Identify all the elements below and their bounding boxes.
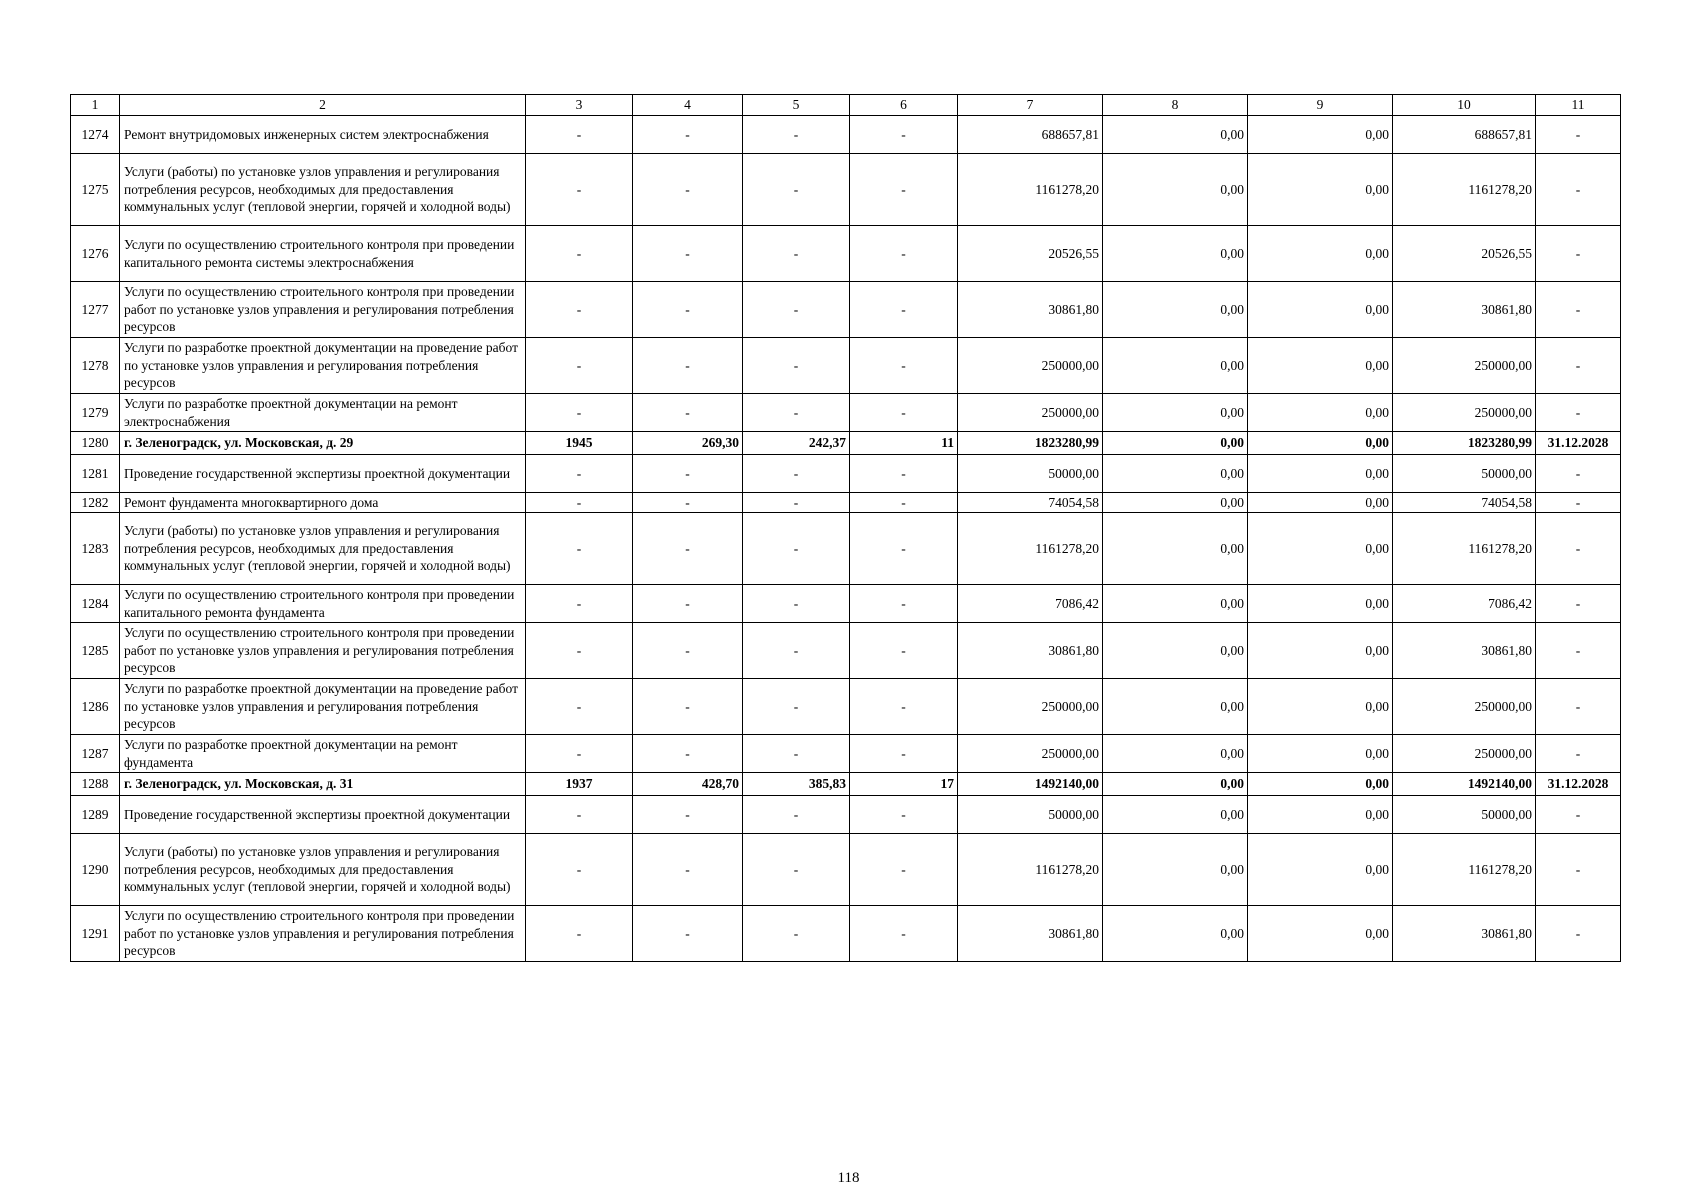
col-6-value: -	[850, 338, 958, 394]
col-3-value: -	[526, 585, 633, 623]
col-10-value: 250000,00	[1393, 735, 1536, 773]
work-item-row	[71, 623, 1621, 679]
work-name: Услуги (работы) по установке узлов управления и регулирования потребления ресурсов, необходимых для предоставления коммунальных услуг (тепловой энергии, горячей и холодной воды)	[120, 154, 526, 226]
work-name: Услуги (работы) по установке узлов управления и регулирования потребления ресурсов, необходимых для предоставления коммунальных услуг (тепловой энергии, горячей и холодной воды)	[120, 513, 526, 585]
row-number: 1290	[71, 834, 120, 906]
col-8-value: 0,00	[1103, 432, 1248, 455]
col-9-value: 0,00	[1248, 773, 1393, 796]
col-4-value: -	[633, 116, 743, 154]
col-10-value: 1823280,99	[1393, 432, 1536, 455]
col-10-value: 1161278,20	[1393, 513, 1536, 585]
work-item-row	[71, 679, 1621, 735]
col-10-value: 250000,00	[1393, 394, 1536, 432]
col-8-value: 0,00	[1103, 906, 1248, 962]
capital-repair-table	[70, 94, 1621, 962]
col-6-value: -	[850, 116, 958, 154]
col-5-value: -	[743, 623, 850, 679]
row-number: 1282	[71, 493, 120, 513]
col-4-value: -	[633, 493, 743, 513]
col-3-value: -	[526, 394, 633, 432]
col-5-value: -	[743, 735, 850, 773]
row-number: 1284	[71, 585, 120, 623]
col-7-value: 20526,55	[958, 226, 1103, 282]
col-10-value: 74054,58	[1393, 493, 1536, 513]
col-10-value: 30861,80	[1393, 282, 1536, 338]
col-8-value: 0,00	[1103, 773, 1248, 796]
col-9-value: 0,00	[1248, 679, 1393, 735]
col-7-value: 1492140,00	[958, 773, 1103, 796]
col-11-value: -	[1536, 338, 1621, 394]
col-5-value: -	[743, 834, 850, 906]
col-6-value: -	[850, 906, 958, 962]
col-11-value: -	[1536, 679, 1621, 735]
work-item-row	[71, 455, 1621, 493]
col-3-value: -	[526, 906, 633, 962]
col-3-value: 1937	[526, 773, 633, 796]
col-9-value: 0,00	[1248, 338, 1393, 394]
work-name: Ремонт внутридомовых инженерных систем электроснабжения	[120, 116, 526, 154]
col-11-value: -	[1536, 154, 1621, 226]
col-8-value: 0,00	[1103, 679, 1248, 735]
col-3-value: -	[526, 116, 633, 154]
work-item-row	[71, 513, 1621, 585]
col-8-value: 0,00	[1103, 493, 1248, 513]
col-11-value: -	[1536, 834, 1621, 906]
col-4-value: -	[633, 394, 743, 432]
row-number: 1287	[71, 735, 120, 773]
col-9-value: 0,00	[1248, 796, 1393, 834]
col-8-value: 0,00	[1103, 623, 1248, 679]
col-9-value: 0,00	[1248, 455, 1393, 493]
col-11-value: -	[1536, 623, 1621, 679]
row-number: 1286	[71, 679, 120, 735]
col-5-value: -	[743, 513, 850, 585]
row-number: 1288	[71, 773, 120, 796]
col-4-value: 269,30	[633, 432, 743, 455]
work-name: Услуги по разработке проектной документации на ремонт электроснабжения	[120, 394, 526, 432]
col-7-value: 30861,80	[958, 623, 1103, 679]
col-11-value: -	[1536, 455, 1621, 493]
col-11-value: -	[1536, 493, 1621, 513]
work-item-row	[71, 282, 1621, 338]
col-10-value: 688657,81	[1393, 116, 1536, 154]
work-item-row	[71, 796, 1621, 834]
col-10-value: 250000,00	[1393, 338, 1536, 394]
col-11-value: -	[1536, 394, 1621, 432]
col-8-value: 0,00	[1103, 735, 1248, 773]
col-5-value: -	[743, 493, 850, 513]
col-8-value: 0,00	[1103, 394, 1248, 432]
col-6-value: 17	[850, 773, 958, 796]
col-10-value: 1492140,00	[1393, 773, 1536, 796]
col-4-value: -	[633, 226, 743, 282]
address-row	[71, 773, 1621, 796]
work-name: Ремонт фундамента многоквартирного дома	[120, 493, 526, 513]
column-number: 10	[1393, 95, 1536, 116]
col-6-value: -	[850, 226, 958, 282]
col-11-value: 31.12.2028	[1536, 773, 1621, 796]
col-4-value: -	[633, 282, 743, 338]
col-9-value: 0,00	[1248, 735, 1393, 773]
col-8-value: 0,00	[1103, 513, 1248, 585]
col-8-value: 0,00	[1103, 282, 1248, 338]
work-item-row	[71, 116, 1621, 154]
col-8-value: 0,00	[1103, 834, 1248, 906]
col-7-value: 250000,00	[958, 679, 1103, 735]
col-9-value: 0,00	[1248, 394, 1393, 432]
work-name: Услуги по разработке проектной документации на проведение работ по установке узлов управления и регулирования потребления ресурсов	[120, 338, 526, 394]
col-6-value: -	[850, 394, 958, 432]
col-4-value: -	[633, 455, 743, 493]
col-3-value: -	[526, 834, 633, 906]
col-4-value: -	[633, 679, 743, 735]
col-8-value: 0,00	[1103, 116, 1248, 154]
work-item-row	[71, 735, 1621, 773]
col-3-value: -	[526, 154, 633, 226]
col-9-value: 0,00	[1248, 906, 1393, 962]
col-9-value: 0,00	[1248, 282, 1393, 338]
col-10-value: 250000,00	[1393, 679, 1536, 735]
work-name: Услуги по разработке проектной документации на ремонт фундамента	[120, 735, 526, 773]
col-3-value: -	[526, 735, 633, 773]
col-7-value: 688657,81	[958, 116, 1103, 154]
col-7-value: 50000,00	[958, 796, 1103, 834]
col-10-value: 1161278,20	[1393, 154, 1536, 226]
row-number: 1291	[71, 906, 120, 962]
row-number: 1275	[71, 154, 120, 226]
work-name: г. Зеленоградск, ул. Московская, д. 31	[120, 773, 526, 796]
col-9-value: 0,00	[1248, 513, 1393, 585]
col-4-value: -	[633, 906, 743, 962]
col-10-value: 30861,80	[1393, 623, 1536, 679]
col-6-value: -	[850, 282, 958, 338]
col-5-value: -	[743, 282, 850, 338]
col-7-value: 1161278,20	[958, 154, 1103, 226]
col-6-value: -	[850, 834, 958, 906]
row-number: 1283	[71, 513, 120, 585]
work-name: Услуги по разработке проектной документации на проведение работ по установке узлов управления и регулирования потребления ресурсов	[120, 679, 526, 735]
column-number: 4	[633, 95, 743, 116]
column-number: 3	[526, 95, 633, 116]
work-name: Проведение государственной экспертизы проектной документации	[120, 796, 526, 834]
col-6-value: -	[850, 796, 958, 834]
address-row	[71, 432, 1621, 455]
col-10-value: 30861,80	[1393, 906, 1536, 962]
row-number: 1274	[71, 116, 120, 154]
work-item-row	[71, 906, 1621, 962]
col-11-value: -	[1536, 735, 1621, 773]
col-7-value: 250000,00	[958, 338, 1103, 394]
work-item-row	[71, 226, 1621, 282]
col-7-value: 1161278,20	[958, 834, 1103, 906]
col-7-value: 74054,58	[958, 493, 1103, 513]
col-11-value: -	[1536, 226, 1621, 282]
col-4-value: -	[633, 338, 743, 394]
col-7-value: 1161278,20	[958, 513, 1103, 585]
col-3-value: -	[526, 226, 633, 282]
work-item-row	[71, 834, 1621, 906]
row-number: 1289	[71, 796, 120, 834]
col-4-value: -	[633, 735, 743, 773]
col-6-value: -	[850, 679, 958, 735]
col-7-value: 250000,00	[958, 394, 1103, 432]
col-5-value: -	[743, 116, 850, 154]
col-3-value: -	[526, 455, 633, 493]
column-number: 6	[850, 95, 958, 116]
col-3-value: -	[526, 679, 633, 735]
work-name: Услуги по осуществлению строительного контроля при проведении капитального ремонта фундамента	[120, 585, 526, 623]
work-item-row	[71, 493, 1621, 513]
col-3-value: 1945	[526, 432, 633, 455]
col-5-value: -	[743, 338, 850, 394]
work-item-row	[71, 154, 1621, 226]
col-3-value: -	[526, 623, 633, 679]
work-name: г. Зеленоградск, ул. Московская, д. 29	[120, 432, 526, 455]
col-11-value: -	[1536, 796, 1621, 834]
col-8-value: 0,00	[1103, 154, 1248, 226]
col-9-value: 0,00	[1248, 432, 1393, 455]
row-number: 1276	[71, 226, 120, 282]
col-11-value: -	[1536, 906, 1621, 962]
row-number: 1277	[71, 282, 120, 338]
col-6-value: -	[850, 735, 958, 773]
row-number: 1280	[71, 432, 120, 455]
column-number: 8	[1103, 95, 1248, 116]
col-5-value: -	[743, 796, 850, 834]
row-number: 1278	[71, 338, 120, 394]
col-4-value: -	[633, 834, 743, 906]
column-number: 7	[958, 95, 1103, 116]
col-4-value: 428,70	[633, 773, 743, 796]
col-10-value: 50000,00	[1393, 455, 1536, 493]
col-5-value: -	[743, 906, 850, 962]
work-item-row	[71, 338, 1621, 394]
col-4-value: -	[633, 796, 743, 834]
col-5-value: -	[743, 394, 850, 432]
work-name: Услуги по осуществлению строительного контроля при проведении работ по установке узлов управления и регулирования потребления ресурсов	[120, 282, 526, 338]
column-number-row	[71, 95, 1621, 116]
col-7-value: 1823280,99	[958, 432, 1103, 455]
col-11-value: -	[1536, 116, 1621, 154]
col-7-value: 7086,42	[958, 585, 1103, 623]
col-10-value: 50000,00	[1393, 796, 1536, 834]
col-9-value: 0,00	[1248, 834, 1393, 906]
col-8-value: 0,00	[1103, 585, 1248, 623]
col-7-value: 30861,80	[958, 282, 1103, 338]
column-number: 5	[743, 95, 850, 116]
work-name: Услуги (работы) по установке узлов управления и регулирования потребления ресурсов, необходимых для предоставления коммунальных услуг (тепловой энергии, горячей и холодной воды)	[120, 834, 526, 906]
row-number: 1281	[71, 455, 120, 493]
col-8-value: 0,00	[1103, 796, 1248, 834]
col-9-value: 0,00	[1248, 226, 1393, 282]
col-5-value: -	[743, 154, 850, 226]
col-9-value: 0,00	[1248, 154, 1393, 226]
col-5-value: -	[743, 455, 850, 493]
col-11-value: -	[1536, 585, 1621, 623]
column-number: 2	[120, 95, 526, 116]
col-4-value: -	[633, 513, 743, 585]
work-name: Проведение государственной экспертизы проектной документации	[120, 455, 526, 493]
row-number: 1285	[71, 623, 120, 679]
col-9-value: 0,00	[1248, 623, 1393, 679]
col-10-value: 7086,42	[1393, 585, 1536, 623]
col-7-value: 250000,00	[958, 735, 1103, 773]
col-5-value: -	[743, 679, 850, 735]
column-number: 11	[1536, 95, 1621, 116]
col-8-value: 0,00	[1103, 455, 1248, 493]
col-4-value: -	[633, 154, 743, 226]
work-name: Услуги по осуществлению строительного контроля при проведении работ по установке узлов управления и регулирования потребления ресурсов	[120, 906, 526, 962]
col-11-value: -	[1536, 282, 1621, 338]
col-4-value: -	[633, 585, 743, 623]
col-6-value: -	[850, 585, 958, 623]
work-item-row	[71, 394, 1621, 432]
col-5-value: -	[743, 226, 850, 282]
page-number: 118	[837, 1170, 860, 1186]
col-6-value: 11	[850, 432, 958, 455]
column-number: 9	[1248, 95, 1393, 116]
col-6-value: -	[850, 623, 958, 679]
col-8-value: 0,00	[1103, 338, 1248, 394]
work-name: Услуги по осуществлению строительного контроля при проведении капитального ремонта системы электроснабжения	[120, 226, 526, 282]
col-3-value: -	[526, 513, 633, 585]
col-3-value: -	[526, 493, 633, 513]
col-3-value: -	[526, 282, 633, 338]
col-6-value: -	[850, 455, 958, 493]
col-7-value: 50000,00	[958, 455, 1103, 493]
col-10-value: 1161278,20	[1393, 834, 1536, 906]
col-5-value: 385,83	[743, 773, 850, 796]
work-name: Услуги по осуществлению строительного контроля при проведении работ по установке узлов управления и регулирования потребления ресурсов	[120, 623, 526, 679]
col-6-value: -	[850, 493, 958, 513]
col-3-value: -	[526, 796, 633, 834]
document-sheet	[70, 94, 1620, 962]
col-8-value: 0,00	[1103, 226, 1248, 282]
col-5-value: -	[743, 585, 850, 623]
col-9-value: 0,00	[1248, 585, 1393, 623]
col-9-value: 0,00	[1248, 493, 1393, 513]
col-4-value: -	[633, 623, 743, 679]
row-number: 1279	[71, 394, 120, 432]
col-9-value: 0,00	[1248, 116, 1393, 154]
col-5-value: 242,37	[743, 432, 850, 455]
column-number: 1	[71, 95, 120, 116]
col-3-value: -	[526, 338, 633, 394]
col-11-value: -	[1536, 513, 1621, 585]
col-10-value: 20526,55	[1393, 226, 1536, 282]
col-11-value: 31.12.2028	[1536, 432, 1621, 455]
col-6-value: -	[850, 513, 958, 585]
col-7-value: 30861,80	[958, 906, 1103, 962]
col-6-value: -	[850, 154, 958, 226]
work-item-row	[71, 585, 1621, 623]
